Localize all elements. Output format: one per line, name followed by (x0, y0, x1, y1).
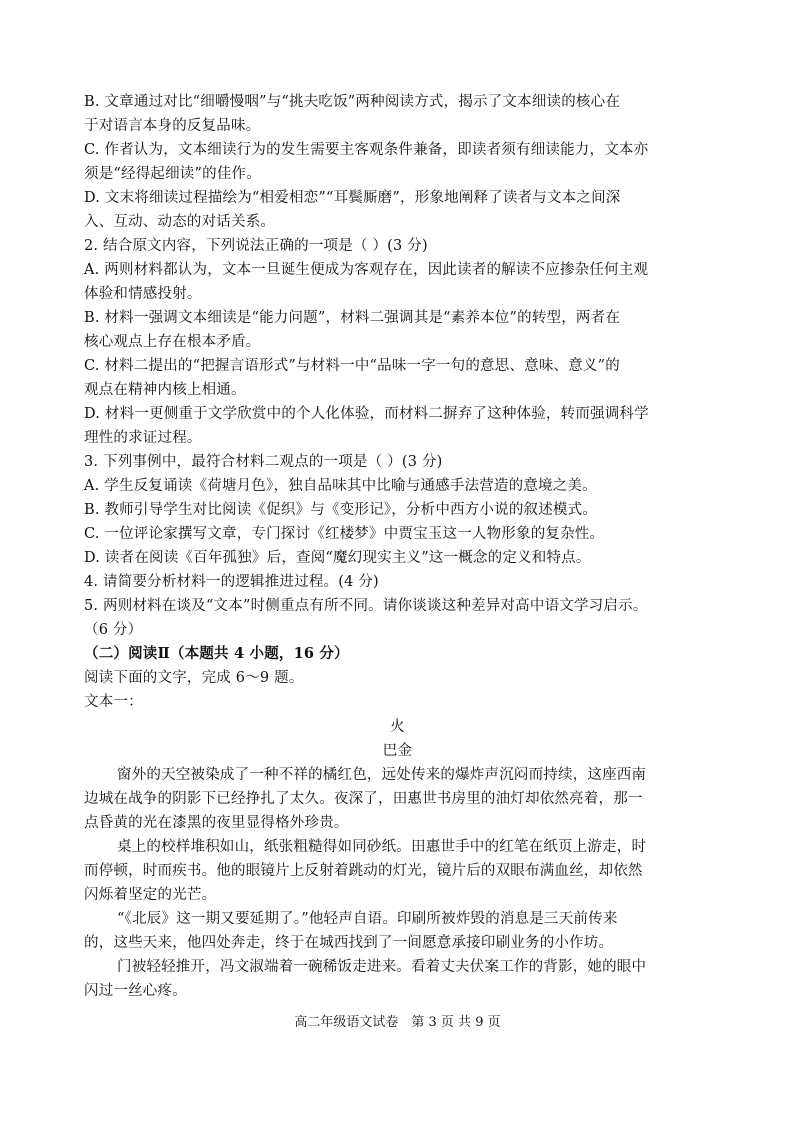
option-b-line2: 于对语言本身的反复品味。 (84, 118, 261, 134)
page-footer: 高二年级语文试卷 第 3 页 共 9 页 (294, 1015, 501, 1030)
q3-option-a: A. 学生反复诵读《荷塘月色》，独自品味其中比喻与通感手法营造的意境之美。 (84, 478, 597, 494)
option-c-line1: C. 作者认为，文本细读行为的发生需要主客观条件兼备，即读者须有细读能力，文本亦 (84, 142, 649, 158)
q2-option-d-line1: D. 材料一更侧重于文学欣赏中的个人化体验，而材料二摒弃了这种体验，转而强调科学 (84, 406, 649, 422)
q2-option-d-line2: 理性的求证过程。 (84, 430, 202, 446)
q2-option-c-line1: C. 材料二提出的“把握言语形式”与材料一中“品味一字一句的意思、意味、意义”的 (84, 358, 620, 374)
question-5-score: （6 分） (84, 622, 143, 638)
q3-option-b: B. 教师引导学生对比阅读《促织》与《变形记》，分析中西方小说的叙述模式。 (84, 502, 598, 518)
paragraph-4-line2: 闪过一丝心疼。 (84, 983, 187, 999)
paragraph-2-line2: 而停顿，时而疾书。他的眼镜片上反射着跳动的灯光，镜片后的双眼布满血丝，却依然 (84, 863, 643, 879)
paragraph-1-line3: 点昏黄的光在漆黑的夜里显得格外珍贵。 (84, 815, 349, 831)
q3-option-c: C. 一位评论家撰写文章，专门探讨《红楼梦》中贾宝玉这一人物形象的复杂性。 (84, 526, 605, 542)
q2-option-b-line1: B. 材料一强调文本细读是“能力问题”，材料二强调其是“素养本位”的转型，两者在 (84, 310, 621, 326)
q3-option-d: D. 读者在阅读《百年孤独》后，查阅“魔幻现实主义”这一概念的定义和特点。 (84, 550, 591, 566)
text-one-label: 文本一： (84, 694, 143, 710)
q2-option-b-line2: 核心观点上存在根本矛盾。 (84, 334, 261, 350)
option-d-line2: 入、互动、动态的对话关系。 (84, 214, 276, 230)
question-4: 4. 请简要分析材料一的逻辑推进过程。(4 分) (84, 574, 379, 590)
q2-option-c-line2: 观点在精神内核上相通。 (84, 382, 246, 398)
q2-option-a-line1: A. 两则材料都认为，文本一旦诞生便成为客观存在，因此读者的解读不应掺杂任何主观 (84, 262, 649, 278)
story-author: 巴金 (382, 743, 413, 759)
paragraph-3-line2: 的，这些天来，他四处奔走，终于在城西找到了一间愿意承接印刷业务的小作坊。 (84, 935, 614, 951)
option-c-line2: 须是“经得起细读”的佳作。 (84, 166, 261, 182)
reading-instruction: 阅读下面的文字，完成 6～9 题。 (84, 670, 304, 686)
paragraph-2-line3: 闪烁着坚定的光芒。 (84, 887, 217, 903)
question-2: 2. 结合原文内容，下列说法正确的一项是（ ）(3 分) (84, 238, 428, 254)
question-5: 5. 两则材料在谈及“文本”时侧重点有所不同。请你谈谈这种差异对高中语文学习启示。 (84, 598, 648, 614)
paragraph-4-line1: 门被轻轻推开，冯文淑端着一碗稀饭走进来。看着丈夫伏案工作的背影，她的眼中 (117, 959, 647, 975)
paragraph-2-line1: 桌上的校样堆积如山，纸张粗糙得如同砂纸。田惠世手中的红笔在纸页上游走，时 (117, 839, 647, 855)
option-d-line1: D. 文末将细读过程描绘为“相爱相恋”“耳鬓厮磨”，形象地阐释了读者与文本之间深 (84, 190, 621, 206)
q2-option-a-line2: 体验和情感投射。 (84, 286, 202, 302)
paragraph-3-line1: “《北辰》这一期又要延期了。”他轻声自语。印刷所被炸毁的消息是三天前传来 (117, 911, 618, 927)
story-title: 火 (390, 719, 405, 735)
paragraph-1-line1: 窗外的天空被染成了一种不祥的橘红色，远处传来的爆炸声沉闷而持续，这座西南 (117, 767, 647, 783)
option-b-line1: B. 文章通过对比“细嚼慢咽”与“挑夫吃饭”两种阅读方式，揭示了文本细读的核心在 (84, 94, 621, 110)
section-heading: （二）阅读Ⅱ（本题共 4 小题，16 分） (84, 645, 349, 662)
paragraph-1-line2: 边城在战争的阴影下已经挣扎了太久。夜深了，田惠世书房里的油灯却依然亮着，那一 (84, 791, 643, 807)
question-3: 3. 下列事例中，最符合材料二观点的一项是（ ）(3 分) (84, 454, 443, 470)
